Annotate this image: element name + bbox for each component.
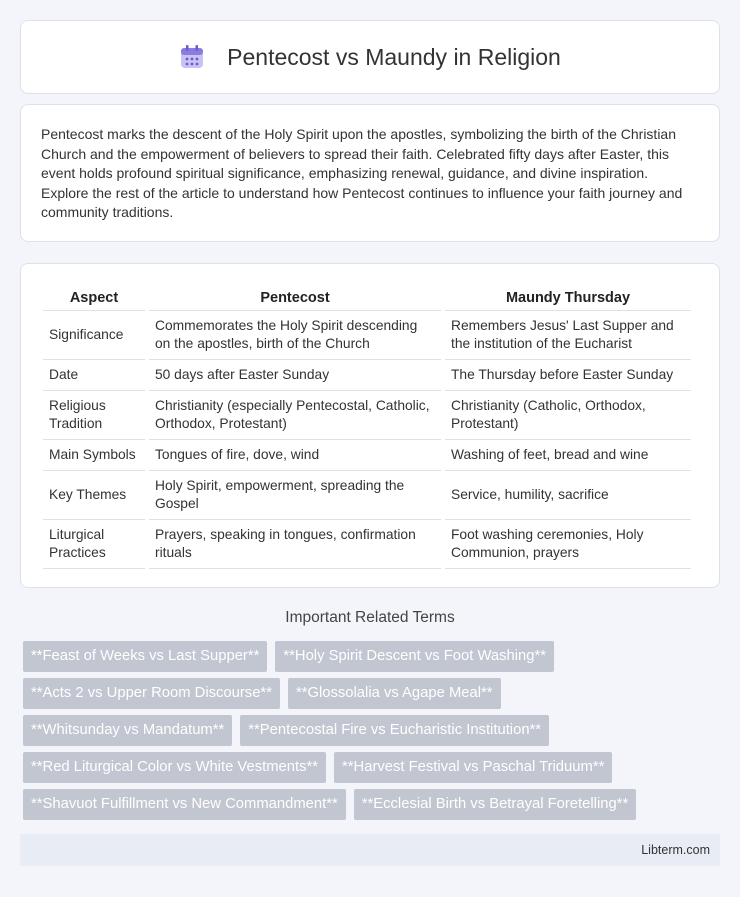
- related-terms-list: [23, 641, 723, 826]
- cell-aspect: Significance: [43, 311, 145, 360]
- cell-aspect: Main Symbols: [43, 440, 145, 471]
- comparison-table: [39, 284, 695, 569]
- cell-aspect: Key Themes: [43, 471, 145, 520]
- cell-maundy: Service, humility, sacrifice: [445, 471, 691, 520]
- cell-pentecost: Holy Spirit, empowerment, spreading the Gospel: [149, 471, 441, 520]
- related-term-tag[interactable]: **Red Liturgical Color vs White Vestments**: [23, 752, 326, 783]
- tag-row: [23, 641, 723, 672]
- tag-row: [23, 752, 723, 783]
- related-term-tag[interactable]: **Harvest Festival vs Paschal Triduum**: [334, 752, 612, 783]
- cell-pentecost: Prayers, speaking in tongues, confirmation rituals: [149, 520, 441, 569]
- header-pentecost: Pentecost: [149, 284, 441, 311]
- related-term-tag[interactable]: **Shavuot Fulfillment vs New Commandment**: [23, 789, 346, 820]
- related-term-tag[interactable]: **Whitsunday vs Mandatum**: [23, 715, 232, 746]
- tag-row: [23, 715, 723, 746]
- related-terms-title: Important Related Terms: [285, 609, 455, 626]
- title-card: [20, 20, 720, 94]
- cell-aspect: Religious Tradition: [43, 391, 145, 440]
- cell-pentecost: Tongues of fire, dove, wind: [149, 440, 441, 471]
- cell-aspect: Date: [43, 360, 145, 391]
- header-maundy-thursday: Maundy Thursday: [445, 284, 691, 311]
- table-row: [43, 520, 691, 569]
- related-term-tag[interactable]: **Ecclesial Birth vs Betrayal Foretelling**: [354, 789, 636, 820]
- page-title: Pentecost vs Maundy in Religion: [227, 43, 561, 70]
- table-row: [43, 440, 691, 471]
- footer-site-link[interactable]: Libterm.com: [641, 843, 710, 857]
- cell-maundy: Washing of feet, bread and wine: [445, 440, 691, 471]
- related-term-tag[interactable]: **Acts 2 vs Upper Room Discourse**: [23, 678, 280, 709]
- header-aspect: Aspect: [43, 284, 145, 311]
- cell-pentecost: 50 days after Easter Sunday: [149, 360, 441, 391]
- cell-maundy: Foot washing ceremonies, Holy Communion, prayers: [445, 520, 691, 569]
- cell-maundy: The Thursday before Easter Sunday: [445, 360, 691, 391]
- table-header-row: [43, 284, 691, 311]
- comparison-card: [20, 263, 720, 588]
- related-term-tag[interactable]: **Pentecostal Fire vs Eucharistic Institution**: [240, 715, 549, 746]
- intro-text: Pentecost marks the descent of the Holy Spirit upon the apostles, symbolizing the birth of the Christian Church and the empowerment of believers to spread their faith. Celebrated fifty days after Easter, this event holds profound spiritual significance, emphasizing renewal, guidance, and divine inspiration. Explore the rest of the article to understand how Pentecost continues to influence your faith journey and community traditions.: [41, 126, 683, 221]
- cell-pentecost: Commemorates the Holy Spirit descending on the apostles, birth of the Church: [149, 311, 441, 360]
- tag-row: [23, 789, 723, 820]
- related-term-tag[interactable]: **Feast of Weeks vs Last Supper**: [23, 641, 267, 672]
- related-term-tag[interactable]: **Holy Spirit Descent vs Foot Washing**: [275, 641, 554, 672]
- table-row: [43, 471, 691, 520]
- cell-maundy: Remembers Jesus' Last Supper and the institution of the Eucharist: [445, 311, 691, 360]
- cell-aspect: Liturgical Practices: [43, 520, 145, 569]
- table-row: [43, 391, 691, 440]
- tag-row: [23, 678, 723, 709]
- table-row: [43, 311, 691, 360]
- footer: [20, 834, 720, 866]
- calendar-icon: [179, 44, 205, 70]
- cell-maundy: Christianity (Catholic, Orthodox, Protestant): [445, 391, 691, 440]
- related-term-tag[interactable]: **Glossolalia vs Agape Meal**: [288, 678, 501, 709]
- table-row: [43, 360, 691, 391]
- cell-pentecost: Christianity (especially Pentecostal, Catholic, Orthodox, Protestant): [149, 391, 441, 440]
- intro-card: [20, 104, 720, 242]
